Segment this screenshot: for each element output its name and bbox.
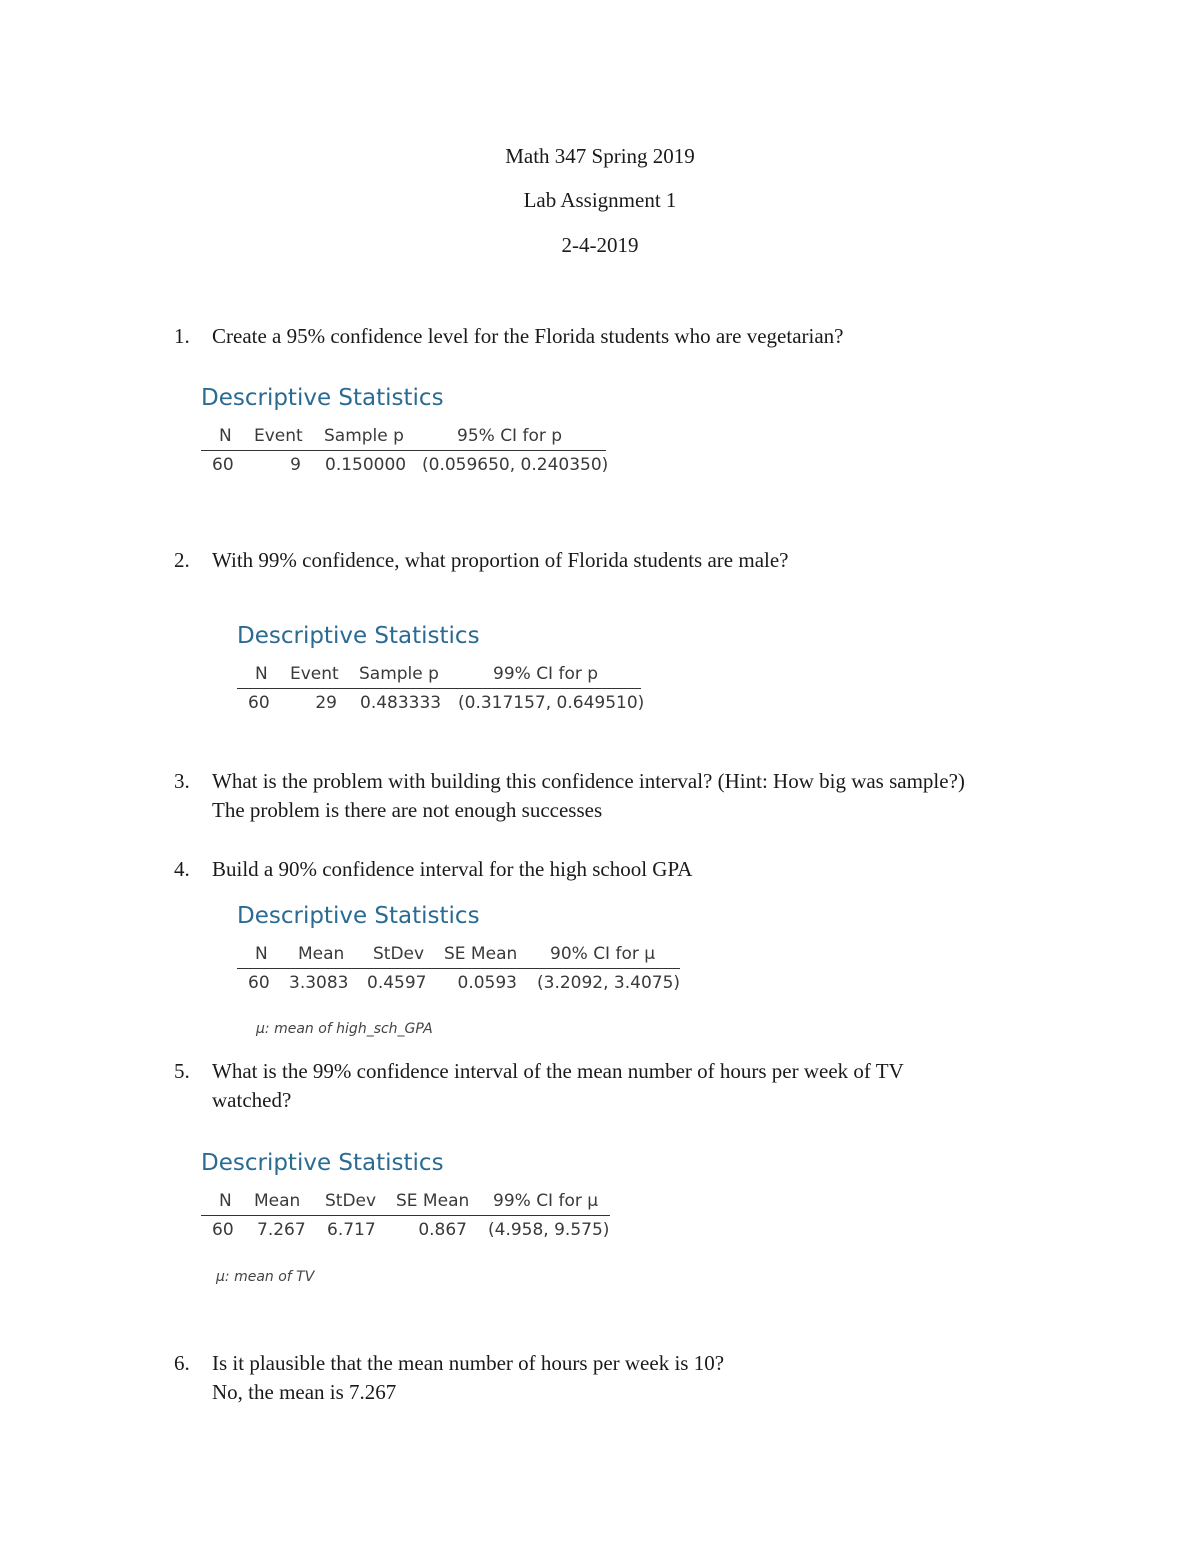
- question-text: [212, 855, 1092, 884]
- value-ci: (3.2092, 3.4075): [537, 973, 681, 993]
- stats-header-row: [201, 426, 606, 451]
- question-line: Is it plausible that the mean number of hours per week is 10?: [212, 1351, 725, 1375]
- question-line: Create a 95% confidence level for the Florida students who are vegetarian?: [212, 324, 844, 348]
- question-line: With 99% confidence, what proportion of Florida students are male?: [212, 548, 789, 572]
- col-header-n: N: [255, 944, 268, 964]
- stats-table: [237, 944, 680, 1003]
- value-n: 60: [212, 455, 234, 475]
- course-title: Math 347 Spring 2019: [505, 144, 695, 168]
- stats-title: Descriptive Statistics: [237, 903, 480, 929]
- stats-footnote: μ: mean of TV: [216, 1269, 315, 1285]
- answer-line: No, the mean is 7.267: [212, 1380, 397, 1404]
- stats-header-row: [237, 944, 680, 969]
- stats-title: Descriptive Statistics: [201, 385, 444, 411]
- col-header-sample-p: Sample p: [359, 664, 439, 684]
- col-header-se-mean: SE Mean: [444, 944, 518, 964]
- value-stdev: 0.4597: [367, 973, 427, 993]
- value-mean: 7.267: [257, 1220, 306, 1240]
- stats-value-row: [237, 689, 645, 723]
- col-header-mean: Mean: [254, 1191, 301, 1211]
- col-header-ci: 90% CI for μ: [550, 944, 656, 964]
- value-sample-p: 0.483333: [360, 693, 442, 713]
- assignment-title: Lab Assignment 1: [523, 188, 677, 212]
- question-number: 2.: [174, 548, 190, 572]
- col-header-n: N: [219, 426, 232, 446]
- question-line: What is the problem with building this confidence interval? (Hint: How big was sample?): [212, 769, 965, 793]
- descriptive-statistics-4: [237, 902, 687, 993]
- value-n: 60: [212, 1220, 234, 1240]
- stats-value-row: [237, 969, 680, 1003]
- stats-header-row: [201, 1191, 610, 1216]
- col-header-event: Event: [254, 426, 303, 446]
- question-line: watched?: [212, 1088, 292, 1112]
- col-header-stdev: StDev: [373, 944, 425, 964]
- stats-title: Descriptive Statistics: [201, 1150, 444, 1176]
- question-number: 6.: [174, 1351, 190, 1375]
- col-header-n: N: [255, 664, 268, 684]
- value-se-mean: 0.867: [418, 1220, 467, 1240]
- question-number: 1.: [174, 324, 190, 348]
- value-se-mean: 0.0593: [457, 973, 517, 993]
- col-header-ci: 95% CI for p: [457, 426, 563, 446]
- question-number: 3.: [174, 769, 190, 793]
- stats-value-row: [201, 451, 609, 485]
- question-text: [212, 322, 1092, 351]
- question-line: What is the 99% confidence interval of the mean number of hours per week of TV: [212, 1059, 904, 1083]
- question-line: Build a 90% confidence interval for the high school GPA: [212, 857, 693, 881]
- stats-table: [201, 426, 609, 485]
- question-number: 4.: [174, 857, 190, 881]
- value-stdev: 6.717: [327, 1220, 376, 1240]
- col-header-sample-p: Sample p: [324, 426, 404, 446]
- answer-line: The problem is there are not enough successes: [212, 798, 603, 822]
- value-ci: (0.059650, 0.240350): [422, 455, 609, 475]
- value-event: 9: [290, 455, 301, 475]
- value-n: 60: [248, 973, 270, 993]
- stats-value-row: [201, 1216, 610, 1250]
- col-header-event: Event: [290, 664, 339, 684]
- descriptive-statistics-5: [201, 1149, 616, 1240]
- assignment-date: 2-4-2019: [561, 233, 639, 257]
- question-text: [212, 1349, 1092, 1407]
- stats-table: [201, 1191, 610, 1250]
- value-sample-p: 0.150000: [325, 455, 407, 475]
- col-header-se-mean: SE Mean: [396, 1191, 470, 1211]
- stats-table: [237, 664, 645, 723]
- stats-header-row: [237, 664, 641, 689]
- col-header-mean: Mean: [298, 944, 345, 964]
- descriptive-statistics-1: [201, 384, 611, 475]
- value-mean: 3.3083: [289, 973, 349, 993]
- value-ci: (0.317157, 0.649510): [458, 693, 645, 713]
- question-number: 5.: [174, 1059, 190, 1083]
- question-text: [212, 767, 1092, 825]
- value-n: 60: [248, 693, 270, 713]
- value-ci: (4.958, 9.575): [488, 1220, 610, 1240]
- col-header-ci: 99% CI for p: [493, 664, 599, 684]
- descriptive-statistics-2: [237, 622, 647, 713]
- value-event: 29: [315, 693, 337, 713]
- stats-title: Descriptive Statistics: [237, 623, 480, 649]
- col-header-stdev: StDev: [325, 1191, 377, 1211]
- col-header-n: N: [219, 1191, 232, 1211]
- col-header-ci: 99% CI for μ: [493, 1191, 599, 1211]
- question-text: [212, 1057, 1092, 1115]
- question-text: [212, 546, 1092, 575]
- stats-footnote: μ: mean of high_sch_GPA: [256, 1021, 433, 1037]
